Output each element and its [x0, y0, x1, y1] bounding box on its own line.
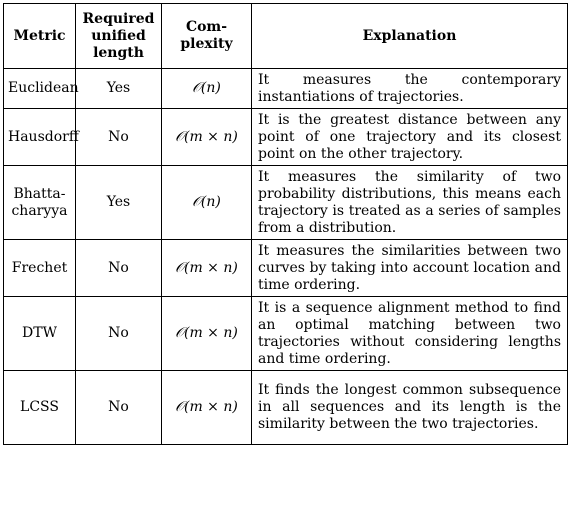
- header-required-unified-length: Required unified length: [76, 4, 162, 69]
- header-row: [4, 4, 568, 69]
- complexity-cell: 𝒪(m × n): [162, 240, 252, 297]
- metrics-table-container: [3, 3, 567, 445]
- trajectory-metrics-table: [3, 3, 568, 445]
- metric-cell: Frechet: [4, 240, 76, 297]
- required-cell: Yes: [76, 166, 162, 240]
- complexity-cell: 𝒪(m × n): [162, 297, 252, 371]
- header-metric: Metric: [4, 4, 76, 69]
- explanation-cell: It is the greatest distance between any point of one trajectory and its closest point on the other trajectory.: [252, 109, 568, 166]
- metric-cell: DTW: [4, 297, 76, 371]
- metric-cell: Hausdorff: [4, 109, 76, 166]
- table-row: [4, 371, 568, 445]
- explanation-cell: It is a sequence alignment method to find an optimal matching between two trajectories without considering lengths and time ordering.: [252, 297, 568, 371]
- metric-cell: LCSS: [4, 371, 76, 445]
- required-cell: Yes: [76, 69, 162, 109]
- header-explanation: Explanation: [252, 4, 568, 69]
- complexity-cell: 𝒪(n): [162, 166, 252, 240]
- required-cell: No: [76, 297, 162, 371]
- header-complexity: Com- plexity: [162, 4, 252, 69]
- table-row: [4, 297, 568, 371]
- complexity-cell: 𝒪(m × n): [162, 109, 252, 166]
- table-row: [4, 109, 568, 166]
- table-row: [4, 69, 568, 109]
- table-row: [4, 240, 568, 297]
- explanation-cell: It measures the similarities between two curves by taking into account location and time ordering.: [252, 240, 568, 297]
- required-cell: No: [76, 371, 162, 445]
- metric-cell: Bhatta- charyya: [4, 166, 76, 240]
- explanation-cell: It finds the longest common subsequence in all sequences and its length is the similarity between the two trajectories.: [252, 371, 568, 445]
- table-row: [4, 166, 568, 240]
- required-cell: No: [76, 240, 162, 297]
- explanation-cell: It measures the contemporary instantiations of trajectories.: [252, 69, 568, 109]
- required-cell: No: [76, 109, 162, 166]
- explanation-cell: It measures the similarity of two probability distributions, this means each trajectory is treated as a series of samples from a distribution.: [252, 166, 568, 240]
- complexity-cell: 𝒪(m × n): [162, 371, 252, 445]
- metric-cell: Euclidean: [4, 69, 76, 109]
- complexity-cell: 𝒪(n): [162, 69, 252, 109]
